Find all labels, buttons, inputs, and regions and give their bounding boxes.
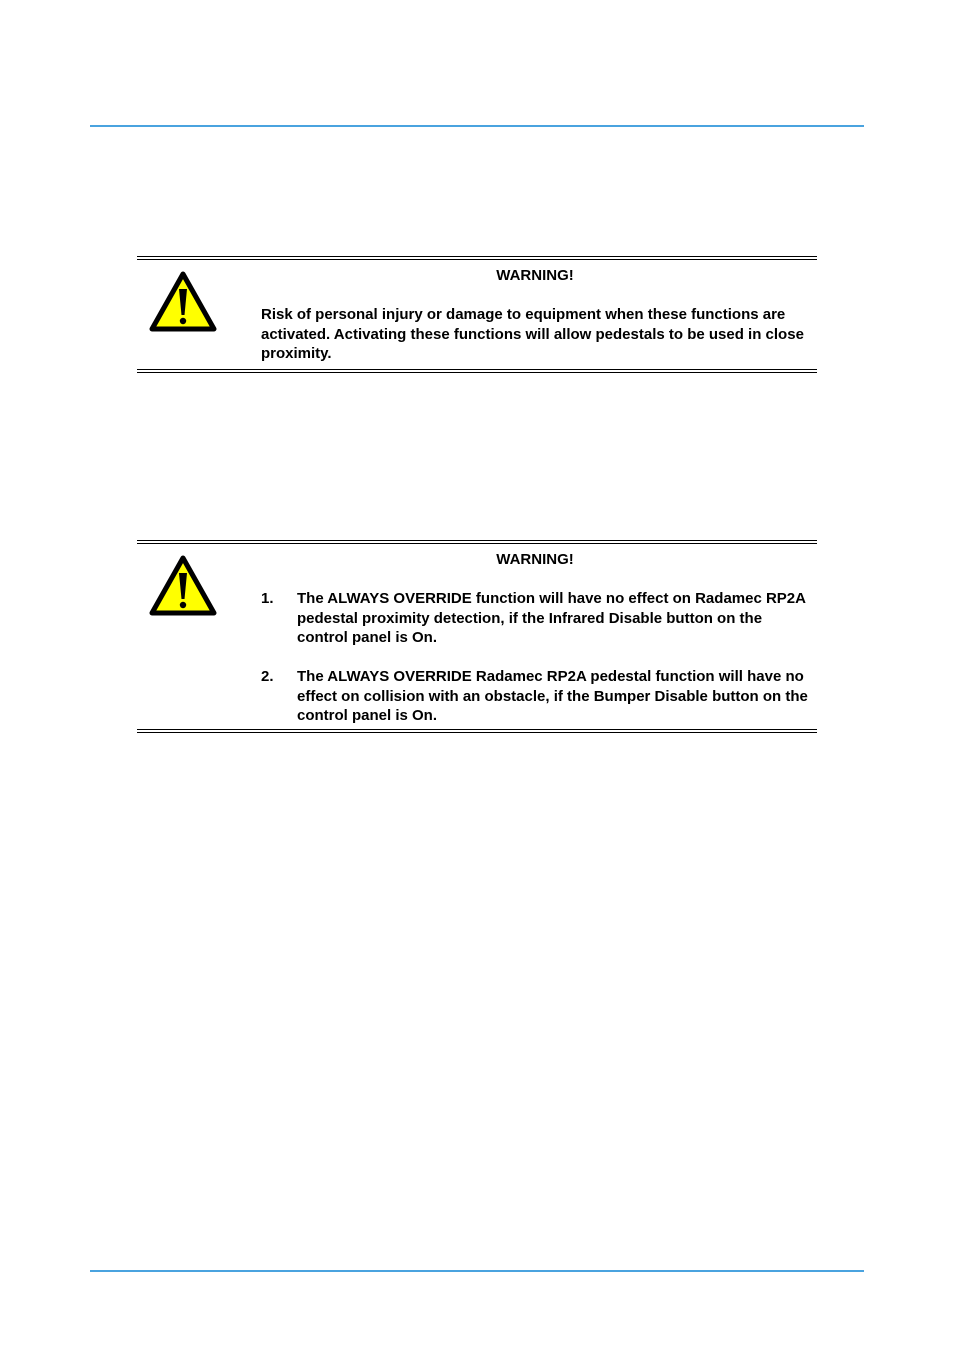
list-item-number: 1. (261, 590, 274, 607)
list-item-number: 2. (261, 668, 274, 685)
warning-box-2 (137, 540, 817, 734)
list-item (261, 667, 809, 726)
footer-rule (90, 1270, 864, 1272)
warning-text: Risk of personal injury or damage to equipment when these functions are activated. Activating these functions will allow pedestals to be used in close proximity. (261, 306, 804, 362)
warning-triangle-icon (149, 555, 217, 617)
warning-box-1 (137, 256, 817, 374)
warning-heading: WARNING! (496, 551, 574, 568)
warning-content (261, 266, 809, 364)
list-item-text: The ALWAYS OVERRIDE Radamec RP2A pedestal function will have no effect on collision with an obstacle, if the Bumper Disable button on the control panel is On. (297, 668, 808, 724)
list-item-text: The ALWAYS OVERRIDE function will have no effect on Radamec RP2A pedestal proximity detection, if the Infrared Disable button on the control panel is On. (297, 590, 806, 646)
warning-content (261, 550, 809, 726)
list-item (261, 589, 809, 648)
warning-top-rule (137, 540, 817, 544)
warning-triangle-icon (149, 271, 217, 333)
warning-top-rule (137, 256, 817, 260)
warning-bottom-rule (137, 369, 817, 373)
warning-bottom-rule (137, 729, 817, 733)
warning-heading: WARNING! (496, 267, 574, 284)
header-rule (90, 125, 864, 127)
